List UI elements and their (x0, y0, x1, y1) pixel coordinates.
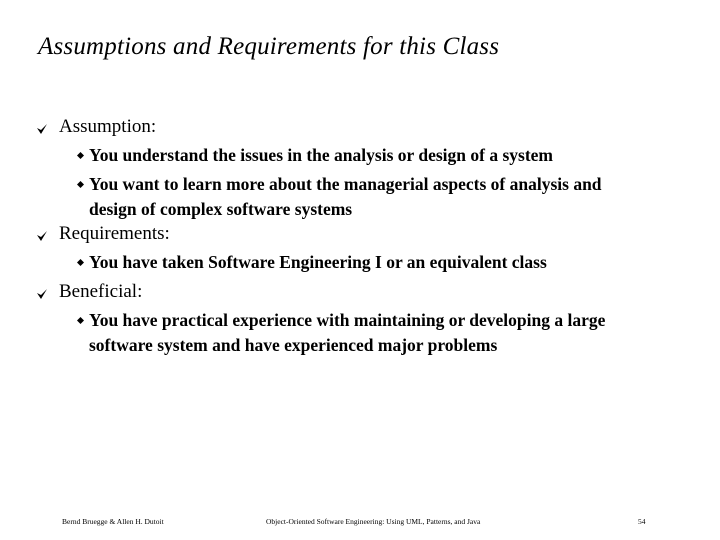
checkmark-bullet-icon (36, 230, 48, 242)
section-label: Beneficial: (59, 281, 143, 302)
diamond-bullet-icon (77, 259, 84, 266)
diamond-bullet-icon (77, 152, 84, 159)
list-item-text: You have practical experience with maintaining or developing a large software system and have experienced major problems (89, 310, 606, 355)
footer-book-title: Object-Oriented Software Engineering: Using UML, Patterns, and Java (266, 517, 481, 526)
list-item-text: You understand the issues in the analysis or design of a system (89, 145, 553, 165)
slide-title: Assumptions and Requirements for this Class (38, 33, 500, 60)
footer-page-number: 54 (638, 517, 646, 526)
footer-authors: Bernd Bruegge & Allen H. Dutoit (62, 517, 164, 526)
checkmark-bullet-icon (36, 288, 48, 300)
section-label: Assumption: (59, 116, 157, 137)
list-item-text: You want to learn more about the managerial aspects of analysis and design of complex software systems (89, 174, 602, 219)
diamond-bullet-icon (77, 181, 84, 188)
checkmark-bullet-icon (36, 123, 48, 135)
diamond-bullet-icon (77, 317, 84, 324)
list-item-text: You have taken Software Engineering I or an equivalent class (89, 252, 547, 272)
section-label: Requirements: (59, 223, 170, 244)
